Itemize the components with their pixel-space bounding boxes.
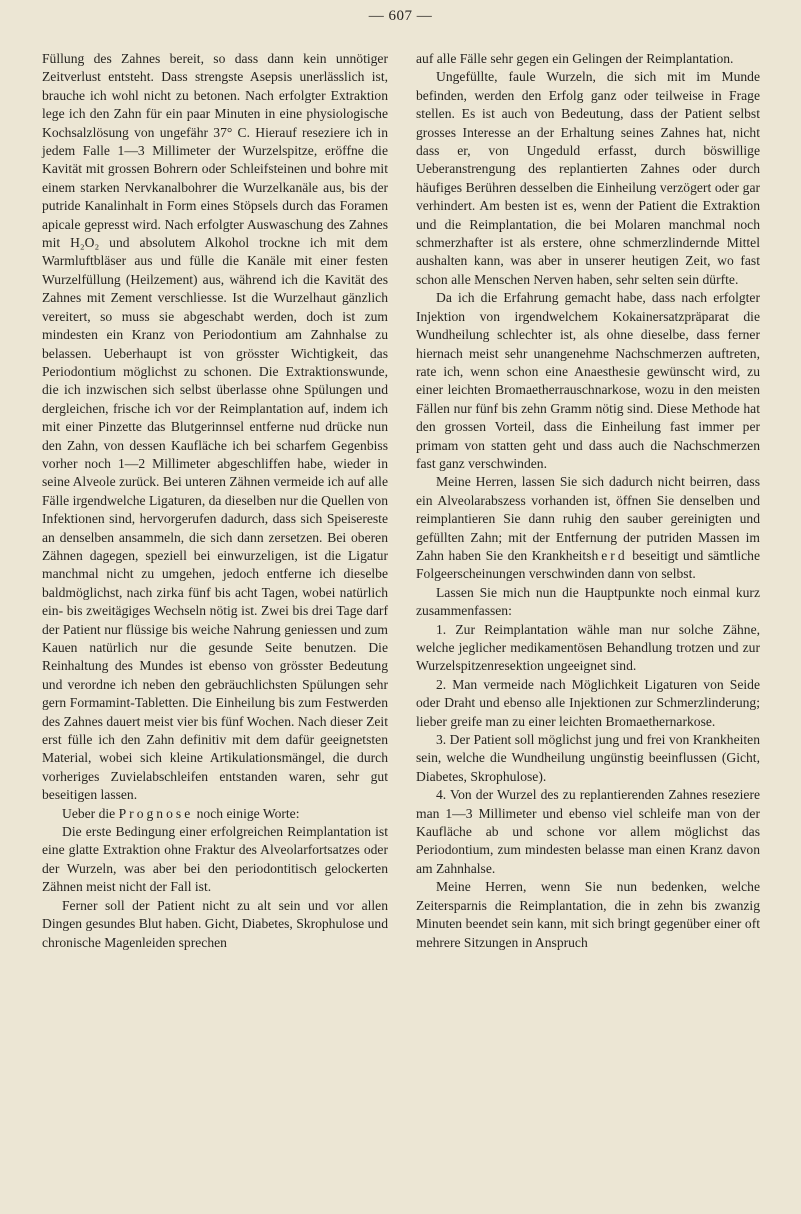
paragraph-text: 2. Man vermeide nach Möglichkeit Ligaturen von Seide oder Draht und ebenso alle Injektionen zur Schmerzlinderung; lieber greife man zu einer leichten Bromaethernarkose. xyxy=(416,676,760,729)
paragraph xyxy=(416,676,760,731)
paragraph-text: 4. Von der Wurzel des zu replantierenden Zahnes reseziere man 1—3 Millimeter und ebenso viel schleife man von der Kaufläche ab und schone vor allem möglichst das Periodontium, zum mindesten belasse man einen Kranz davon am Zahnhalse. xyxy=(416,787,760,876)
paragraph-text: Füllung des Zahnes bereit, so dass dann kein unnötiger Zeitverlust entsteht. Dass strengste Asepsis unerlässlich ist, brauche ich wohl nicht zu betonen. Nach erfolgter Extraktion lege ich den Zahn für ein paar Minuten in eine physiologische Kochsalzlösung von ungefähr 37° C. Hierauf reseziere ich in jedem Falle 1—3 Millimeter der Wurzelspitze, eröffne die Kavität mit grossen Bohrern oder Schleifsteinen und bohre mit einem starken Nervkanalbohrer die Wurzelkanäle aus, bis der putride Kanalinhalt in Form eines Stöpsels durch das Foramen apicale gepresst wird. Nach erfolgter Auswaschung des Zahnes mit H₂O₂ und absolutem Alkohol trockne ich mit dem Warmluftbläser aus und fülle die Kanäle mit einer festen Wurzelfüllung (Heilzement) aus, während ich die Kavität des Zahnes mit Zement verschliesse. Ist die Wurzelhaut gänzlich vereitert, so muss sie abgeschabt werden, doch ist zum mindesten ein Kranz von Periodontium am Zahnhalse zu belassen. Ueberhaupt ist von grösster Wichtigkeit, das Periodontium möglichst zu schonen. Die Extraktionswunde, die ich inzwischen sich selbst überlasse ohne Spülungen und dergleichen, frische ich vor der Reimplantation auf, indem ich mit einer Pinzette das Blutgerinnsel entferne nud drücke nun den Zahn, von dessen Kaufläche ich bei scharfem Gegenbiss vorher noch 1—2 Millimeter abgeschliffen habe, wieder in seine Alveole zurück. Bei unteren Zähnen vermeide ich auf alle Fälle irgendwelche Ligaturen, da dieselben nur die Quellen von Infektionen sind, hervorgerufen dadurch, dass sich Speisereste an denselben ansammeln, die sich dann zersetzen. Bei oberen Zähnen dagegen, speziell bei einwurzeligen, ist die Ligatur manchmal nicht zu umgehen, jedoch entferne ich dieselbe baldmöglichst, nach zirka fünf bis acht Tagen, wobei natürlich ein- bis zweitägiges Wechseln nötig ist. Zwei bis drei Tage darf der Patient nur flüssige bis weiche Nahrung geniessen und zum Kauen natürlich nur die gesunde Seite benutzen. Die Reinhaltung des Mundes ist ebenso von grösster Bedeutung und verordne ich neben den gebräuchlichsten Spülungen sehr gern Formamint-Tabletten. Die Einheilung bis zum Festwerden des Zahnes dauert meist vier bis fünf Wochen. Nach dieser Zeit erst fülle ich den Zahn definitiv mit dem dafür geeignetsten Material, wobei sich kleine Artikulationsmängel, die durch vorheriges Zuvielabschleifen entstanden waren, sehr gut beseitigen lassen. xyxy=(42,51,388,803)
paragraph-text: 3. Der Patient soll möglichst jung und frei von Krankheiten sein, welche die Wundheilung ungünstig beeinflussen (Gicht, Diabetes, Skrophulose). xyxy=(416,732,760,784)
paragraph-text: noch einige Worte: xyxy=(193,805,300,821)
paragraph xyxy=(42,805,388,823)
paragraph xyxy=(416,68,760,289)
paragraph-text: Meine Herren, wenn Sie nun bedenken, welche Zeitersparnis die Reimplantation, die in zehn bis zwanzig Minuten beendet sein kann, mit sich bringt gegenüber einer oft mehrere Sitzungen in Anspruch xyxy=(416,879,760,950)
paragraph-text: beseitigt und sämtliche Folgeerscheinungen verschwinden dann von selbst. xyxy=(416,547,760,582)
emphasized-word: Prognose xyxy=(118,805,194,821)
paragraph xyxy=(416,473,760,583)
paragraph xyxy=(416,878,760,952)
paragraph xyxy=(42,897,388,952)
paragraph xyxy=(416,731,760,786)
right-column xyxy=(416,50,760,952)
paragraph xyxy=(42,50,388,805)
paragraph xyxy=(416,786,760,878)
paragraph-text: Die erste Bedingung einer erfolgreichen Reimplantation ist eine glatte Extraktion ohne Fraktur des Alveolarfortsatzes oder der Wurzeln, was aber bei den periodontitisch gelockerten Zähnen meist nicht der Fall ist. xyxy=(42,824,388,895)
left-column xyxy=(42,50,388,952)
paragraph xyxy=(42,823,388,897)
paragraph-text: auf alle Fälle sehr gegen ein Gelingen der Reimplantation. xyxy=(416,51,734,66)
paragraph-text: Da ich die Erfahrung gemacht habe, dass nach erfolgter Injektion von irgendwelchem Kokainersatzpräparat die Wundheilung schlechter ist, als ohne dieselbe, dass ferner hiernach meist sehr unangenehme Nachschmerzen auftreten, rate ich, wenn schon eine Anaesthesie gewünscht wird, zu einer leichten Bromaetherrauschnarkose, wozu in den meisten Fällen nur fünf bis zehn Gramm nötig sind. Diese Methode hat den grossen Vorteil, dass die Einheilung fast immer per primam von statten geht und dass auch die Nachschmerzen fast ganz verschwinden. xyxy=(416,290,760,471)
paragraph xyxy=(416,50,760,68)
emphasized-word: herd xyxy=(591,547,628,563)
paragraph-text: Ungefüllte, faule Wurzeln, die sich mit im Munde befinden, werden den Erfolg ganz oder teilweise in Frage stellen. Es ist auch von Bedeutung, dass der Patient selbst grosses Interesse an der Erhaltung seines Zahnes hat, nicht dass er, von Ungeduld erfasst, durch böswillige Ueberanstrengung des replantierten Zahnes oder durch häufiges Berühren desselben die Einheilung verzögert oder gar verhindert. Am besten ist es, wenn der Patient die Extraktion und die Reimplantation, die bei Molaren manchmal noch schmerzhafter ist als erstere, ohne schmerzlindernde Mittel aushalten kann, was aber in unserer heutigen Zeit, wo fast schon alle Menschen Nerven haben, sehr selten sein dürfte. xyxy=(416,69,760,287)
paragraph xyxy=(416,621,760,676)
paragraph-text: Lassen Sie mich nun die Hauptpunkte noch einmal kurz zusammenfassen: xyxy=(416,584,760,619)
paragraph xyxy=(416,584,760,621)
paragraph-text: Meine Herren, lassen Sie sich dadurch nicht beirren, dass ein Alveolarabszess vorhanden ist, öffnen Sie denselben und reimplantieren Sie dann ruhig den sauber gereinigten und gefüllten Zahn; mit der Entfernung der putriden Massen im Zahn haben Sie den Krankheits xyxy=(416,474,760,563)
page-number: — 607 — xyxy=(368,8,433,24)
paragraph-text: 1. Zur Reimplantation wähle man nur solche Zähne, welche jeglicher medikamentösen Behandlung trotzen und zur Wurzelspitzenresektion ungeeignet sind. xyxy=(416,621,760,674)
paragraph-text: Ferner soll der Patient nicht zu alt sein und vor allen Dingen gesundes Blut haben. Gicht, Diabetes, Skrophulose und chronische Magenleiden sprechen xyxy=(42,897,388,950)
paragraph xyxy=(416,289,760,473)
paragraph-text: Ueber die xyxy=(62,805,119,821)
